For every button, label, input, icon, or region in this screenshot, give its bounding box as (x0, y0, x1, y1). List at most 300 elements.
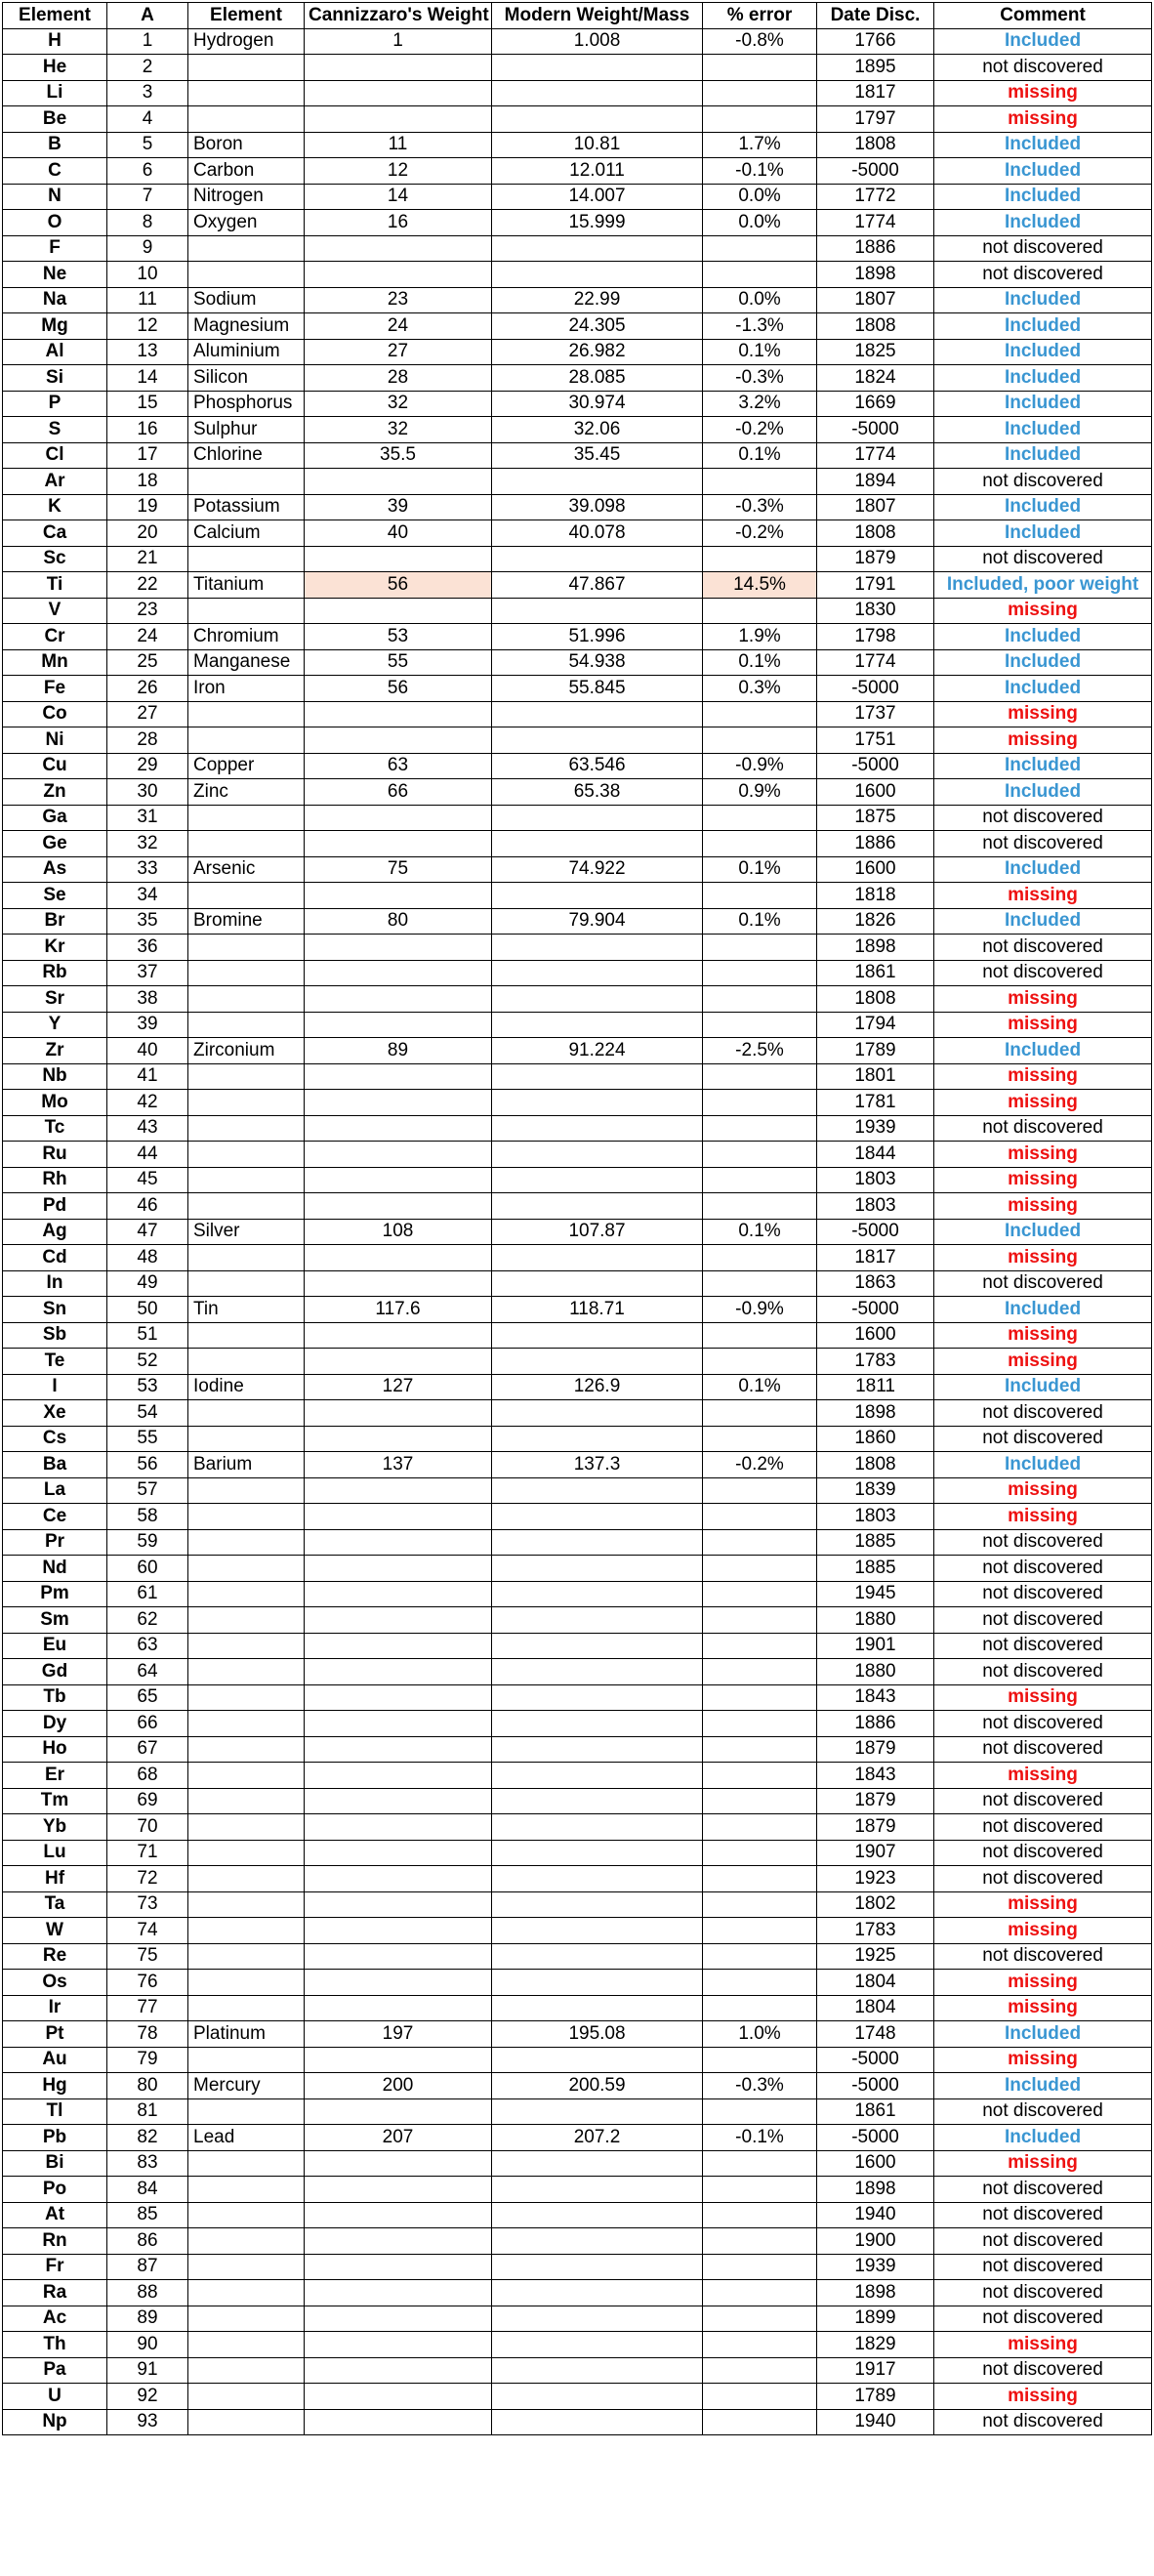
cell-cannizzaro-weight: 35.5 (305, 442, 492, 469)
cell-atomic-number: 40 (107, 1038, 188, 1064)
cell-cannizzaro-weight: 117.6 (305, 1297, 492, 1323)
cell-comment: not discovered (934, 2254, 1152, 2280)
table-row (3, 442, 1152, 469)
cell-element-name: Tin (188, 1297, 305, 1323)
cell-atomic-number: 11 (107, 287, 188, 313)
cell-comment: Included (934, 2021, 1152, 2048)
cell-date-discovered: 1900 (817, 2228, 934, 2255)
cell-date-discovered: -5000 (817, 2047, 934, 2073)
table-row (3, 676, 1152, 702)
cell-modern-weight (492, 1840, 703, 1866)
cell-date-discovered: 1898 (817, 1400, 934, 1427)
cell-element-name (188, 1684, 305, 1711)
cell-modern-weight (492, 2202, 703, 2228)
cell-element-name: Titanium (188, 572, 305, 599)
cell-symbol: Sm (3, 1607, 107, 1634)
cell-atomic-number: 29 (107, 753, 188, 779)
table-row (3, 1115, 1152, 1142)
cell-comment: not discovered (934, 1814, 1152, 1841)
table-row (3, 960, 1152, 986)
cell-symbol: Cl (3, 442, 107, 469)
cell-symbol: Sn (3, 1297, 107, 1323)
cell-percent-error (703, 1891, 817, 1918)
cell-date-discovered: 1774 (817, 649, 934, 676)
cell-element-name (188, 727, 305, 754)
cell-date-discovered: 1945 (817, 1581, 934, 1607)
cell-modern-weight (492, 1270, 703, 1297)
cell-symbol: Ba (3, 1452, 107, 1478)
cell-modern-weight (492, 1426, 703, 1452)
cell-comment: not discovered (934, 2280, 1152, 2306)
cell-atomic-number: 74 (107, 1918, 188, 1944)
cell-atomic-number: 1 (107, 28, 188, 55)
cell-element-name (188, 1012, 305, 1038)
cell-date-discovered: 1600 (817, 1322, 934, 1349)
cell-date-discovered: 1824 (817, 365, 934, 392)
cell-percent-error (703, 1193, 817, 1220)
cell-symbol: Sr (3, 986, 107, 1013)
cell-date-discovered: 1803 (817, 1167, 934, 1193)
cell-element-name: Chromium (188, 624, 305, 650)
cell-date-discovered: 1923 (817, 1866, 934, 1892)
cell-modern-weight (492, 2409, 703, 2435)
cell-symbol: Xe (3, 1400, 107, 1427)
cell-element-name (188, 2280, 305, 2306)
cell-element-name: Calcium (188, 520, 305, 547)
cell-cannizzaro-weight (305, 1866, 492, 1892)
cell-atomic-number: 41 (107, 1063, 188, 1090)
cell-percent-error (703, 960, 817, 986)
cell-comment: Included (934, 1297, 1152, 1323)
cell-cannizzaro-weight (305, 2254, 492, 2280)
cell-date-discovered: 1600 (817, 2150, 934, 2177)
cell-comment: not discovered (934, 2228, 1152, 2255)
cell-comment: not discovered (934, 1607, 1152, 1634)
cell-symbol: H (3, 28, 107, 55)
cell-atomic-number: 50 (107, 1297, 188, 1323)
cell-percent-error: -0.3% (703, 494, 817, 520)
cell-cannizzaro-weight (305, 1477, 492, 1504)
cell-comment: not discovered (934, 2098, 1152, 2125)
cell-comment: not discovered (934, 2177, 1152, 2203)
cell-symbol: Ar (3, 469, 107, 495)
cell-comment: not discovered (934, 1426, 1152, 1452)
cell-cannizzaro-weight (305, 1142, 492, 1168)
cell-atomic-number: 23 (107, 598, 188, 624)
cell-comment: not discovered (934, 2357, 1152, 2384)
cell-atomic-number: 34 (107, 883, 188, 909)
cell-modern-weight (492, 2177, 703, 2203)
cell-symbol: W (3, 1918, 107, 1944)
cell-percent-error (703, 106, 817, 133)
table-row (3, 494, 1152, 520)
cell-atomic-number: 78 (107, 2021, 188, 2048)
cell-percent-error: -0.8% (703, 28, 817, 55)
cell-element-name (188, 831, 305, 857)
cell-modern-weight: 40.078 (492, 520, 703, 547)
cell-date-discovered: 1894 (817, 469, 934, 495)
cell-modern-weight (492, 1633, 703, 1659)
cell-cannizzaro-weight: 127 (305, 1374, 492, 1400)
cell-comment: not discovered (934, 1711, 1152, 1737)
cell-cannizzaro-weight (305, 1633, 492, 1659)
cell-percent-error: -0.1% (703, 2125, 817, 2151)
cell-comment: missing (934, 80, 1152, 106)
cell-percent-error (703, 1270, 817, 1297)
cell-element-name (188, 106, 305, 133)
cell-cannizzaro-weight (305, 727, 492, 754)
cell-modern-weight (492, 2228, 703, 2255)
cell-modern-weight (492, 1814, 703, 1841)
cell-element-name (188, 935, 305, 961)
cell-date-discovered: 1817 (817, 1245, 934, 1271)
cell-cannizzaro-weight: 56 (305, 676, 492, 702)
cell-modern-weight (492, 80, 703, 106)
cell-symbol: Ru (3, 1142, 107, 1168)
cell-symbol: Cd (3, 1245, 107, 1271)
cell-symbol: Fr (3, 2254, 107, 2280)
cell-symbol: Y (3, 1012, 107, 1038)
cell-cannizzaro-weight (305, 2228, 492, 2255)
cell-cannizzaro-weight: 66 (305, 779, 492, 806)
cell-date-discovered: 1885 (817, 1529, 934, 1556)
cell-comment: missing (934, 1090, 1152, 1116)
cell-date-discovered: 1879 (817, 1814, 934, 1841)
table-row (3, 1995, 1152, 2021)
cell-comment: not discovered (934, 262, 1152, 288)
cell-atomic-number: 2 (107, 55, 188, 81)
cell-cannizzaro-weight: 207 (305, 2125, 492, 2151)
cell-date-discovered: 1880 (817, 1607, 934, 1634)
cell-date-discovered: 1600 (817, 779, 934, 806)
cell-percent-error: 14.5% (703, 572, 817, 599)
cell-percent-error (703, 1400, 817, 1427)
cell-cannizzaro-weight (305, 598, 492, 624)
cell-percent-error: 0.3% (703, 676, 817, 702)
cell-date-discovered: 1825 (817, 339, 934, 365)
cell-element-name (188, 1167, 305, 1193)
cell-atomic-number: 71 (107, 1840, 188, 1866)
cell-cannizzaro-weight: 23 (305, 287, 492, 313)
cell-cannizzaro-weight (305, 1659, 492, 1685)
cell-element-name: Hydrogen (188, 28, 305, 55)
cell-symbol: Al (3, 339, 107, 365)
cell-atomic-number: 51 (107, 1322, 188, 1349)
cell-modern-weight (492, 1943, 703, 1970)
table-row (3, 2409, 1152, 2435)
cell-comment: missing (934, 2332, 1152, 2358)
cell-modern-weight (492, 1581, 703, 1607)
cell-atomic-number: 67 (107, 1736, 188, 1763)
cell-element-name: Silver (188, 1219, 305, 1245)
cell-symbol: Ge (3, 831, 107, 857)
cell-percent-error (703, 469, 817, 495)
cell-element-name (188, 701, 305, 727)
cell-element-name (188, 2306, 305, 2332)
cell-modern-weight (492, 235, 703, 262)
cell-element-name (188, 80, 305, 106)
cell-comment: missing (934, 727, 1152, 754)
cell-date-discovered: 1886 (817, 235, 934, 262)
cell-cannizzaro-weight: 80 (305, 908, 492, 935)
cell-cannizzaro-weight (305, 2384, 492, 2410)
cell-modern-weight (492, 727, 703, 754)
cell-date-discovered: 1898 (817, 2280, 934, 2306)
cell-symbol: Ne (3, 262, 107, 288)
cell-modern-weight (492, 2306, 703, 2332)
cell-modern-weight (492, 1736, 703, 1763)
cell-percent-error (703, 2150, 817, 2177)
cell-cannizzaro-weight: 75 (305, 856, 492, 883)
table-row (3, 1142, 1152, 1168)
cell-date-discovered: 1839 (817, 1477, 934, 1504)
cell-cannizzaro-weight (305, 80, 492, 106)
cell-modern-weight (492, 1711, 703, 1737)
cell-percent-error (703, 883, 817, 909)
table-row (3, 2202, 1152, 2228)
cell-date-discovered: 1830 (817, 598, 934, 624)
cell-cannizzaro-weight (305, 1167, 492, 1193)
cell-date-discovered: 1879 (817, 1788, 934, 1814)
cell-comment: Included (934, 908, 1152, 935)
cell-symbol: Au (3, 2047, 107, 2073)
cell-date-discovered: 1791 (817, 572, 934, 599)
cell-cannizzaro-weight: 89 (305, 1038, 492, 1064)
cell-modern-weight (492, 1400, 703, 1427)
cell-cannizzaro-weight (305, 831, 492, 857)
cell-symbol: Pm (3, 1581, 107, 1607)
cell-date-discovered: 1817 (817, 80, 934, 106)
cell-date-discovered: 1939 (817, 1115, 934, 1142)
cell-symbol: P (3, 391, 107, 417)
cell-atomic-number: 60 (107, 1556, 188, 1582)
cell-cannizzaro-weight (305, 2177, 492, 2203)
cell-modern-weight (492, 2098, 703, 2125)
cell-comment: missing (934, 1322, 1152, 1349)
cell-atomic-number: 88 (107, 2280, 188, 2306)
cell-percent-error: 0.1% (703, 908, 817, 935)
cell-percent-error: -0.2% (703, 417, 817, 443)
cell-atomic-number: 14 (107, 365, 188, 392)
cell-modern-weight: 15.999 (492, 210, 703, 236)
cell-cannizzaro-weight (305, 1943, 492, 1970)
cell-modern-weight: 74.922 (492, 856, 703, 883)
cell-modern-weight: 24.305 (492, 313, 703, 340)
cell-cannizzaro-weight (305, 1840, 492, 1866)
cell-percent-error: 0.1% (703, 339, 817, 365)
cell-percent-error: 0.1% (703, 442, 817, 469)
cell-element-name (188, 1477, 305, 1504)
cell-atomic-number: 81 (107, 2098, 188, 2125)
cell-date-discovered: -5000 (817, 2073, 934, 2099)
cell-cannizzaro-weight (305, 1270, 492, 1297)
cell-date-discovered: 1860 (817, 1426, 934, 1452)
cell-cannizzaro-weight: 14 (305, 184, 492, 210)
table-row (3, 1556, 1152, 1582)
cell-modern-weight (492, 55, 703, 81)
cell-atomic-number: 93 (107, 2409, 188, 2435)
cell-element-name (188, 1090, 305, 1116)
cell-symbol: Lu (3, 1840, 107, 1866)
cell-percent-error (703, 2228, 817, 2255)
cell-comment: not discovered (934, 1115, 1152, 1142)
cell-percent-error: 1.0% (703, 2021, 817, 2048)
cell-comment: Included (934, 158, 1152, 185)
cell-atomic-number: 65 (107, 1684, 188, 1711)
cell-modern-weight: 126.9 (492, 1374, 703, 1400)
cell-atomic-number: 9 (107, 235, 188, 262)
cell-date-discovered: 1940 (817, 2202, 934, 2228)
table-row (3, 1245, 1152, 1271)
cell-atomic-number: 69 (107, 1788, 188, 1814)
table-row (3, 2280, 1152, 2306)
cell-symbol: Co (3, 701, 107, 727)
cell-element-name (188, 1918, 305, 1944)
cell-atomic-number: 45 (107, 1167, 188, 1193)
cell-atomic-number: 63 (107, 1633, 188, 1659)
table-row (3, 2150, 1152, 2177)
cell-atomic-number: 28 (107, 727, 188, 754)
cell-atomic-number: 25 (107, 649, 188, 676)
cell-element-name (188, 1995, 305, 2021)
cell-element-name (188, 2228, 305, 2255)
table-row (3, 649, 1152, 676)
cell-element-name (188, 1245, 305, 1271)
cell-cannizzaro-weight: 39 (305, 494, 492, 520)
cell-date-discovered: 1879 (817, 1736, 934, 1763)
cell-percent-error (703, 1840, 817, 1866)
table-row (3, 1866, 1152, 1892)
cell-modern-weight: 195.08 (492, 2021, 703, 2048)
table-row (3, 1322, 1152, 1349)
cell-modern-weight: 91.224 (492, 1038, 703, 1064)
cell-atomic-number: 30 (107, 779, 188, 806)
cell-modern-weight: 22.99 (492, 287, 703, 313)
cell-comment: not discovered (934, 1866, 1152, 1892)
cell-element-name (188, 1142, 305, 1168)
cell-cannizzaro-weight (305, 2332, 492, 2358)
cell-comment: Included (934, 313, 1152, 340)
table-row (3, 1297, 1152, 1323)
cell-comment: not discovered (934, 1840, 1152, 1866)
cell-comment: Included (934, 1374, 1152, 1400)
cell-percent-error (703, 986, 817, 1013)
cell-date-discovered: 1803 (817, 1504, 934, 1530)
cell-symbol: Ga (3, 805, 107, 831)
cell-comment: not discovered (934, 55, 1152, 81)
cell-cannizzaro-weight (305, 1995, 492, 2021)
cell-date-discovered: 1875 (817, 805, 934, 831)
cell-atomic-number: 10 (107, 262, 188, 288)
cell-percent-error (703, 935, 817, 961)
cell-cannizzaro-weight (305, 2306, 492, 2332)
table-row (3, 624, 1152, 650)
cell-percent-error: 0.1% (703, 1219, 817, 1245)
cell-element-name: Magnesium (188, 313, 305, 340)
cell-date-discovered: 1781 (817, 1090, 934, 1116)
table-row (3, 1711, 1152, 1737)
cell-element-name (188, 986, 305, 1013)
cell-comment: missing (934, 2150, 1152, 2177)
table-row (3, 1038, 1152, 1064)
cell-modern-weight (492, 2280, 703, 2306)
cell-element-name: Zirconium (188, 1038, 305, 1064)
cell-date-discovered: 1844 (817, 1142, 934, 1168)
cell-atomic-number: 43 (107, 1115, 188, 1142)
cell-date-discovered: 1803 (817, 1193, 934, 1220)
cell-symbol: Bi (3, 2150, 107, 2177)
cell-modern-weight (492, 1607, 703, 1634)
cell-element-name: Boron (188, 132, 305, 158)
cell-element-name: Manganese (188, 649, 305, 676)
cell-modern-weight: 47.867 (492, 572, 703, 599)
table-row (3, 2306, 1152, 2332)
cell-date-discovered: 1861 (817, 960, 934, 986)
cell-date-discovered: 1811 (817, 1374, 934, 1400)
cell-symbol: Ta (3, 1891, 107, 1918)
cell-date-discovered: 1807 (817, 287, 934, 313)
cell-element-name (188, 805, 305, 831)
table-row (3, 1193, 1152, 1220)
cell-modern-weight (492, 469, 703, 495)
cell-atomic-number: 49 (107, 1270, 188, 1297)
cell-comment: Included (934, 184, 1152, 210)
cell-cannizzaro-weight: 197 (305, 2021, 492, 2048)
table-row (3, 2177, 1152, 2203)
cell-element-name: Copper (188, 753, 305, 779)
cell-symbol: K (3, 494, 107, 520)
cell-element-name (188, 1193, 305, 1220)
table-row (3, 158, 1152, 185)
table-row (3, 417, 1152, 443)
cell-comment: not discovered (934, 1270, 1152, 1297)
cell-atomic-number: 46 (107, 1193, 188, 1220)
table-row (3, 1581, 1152, 1607)
cell-symbol: Rb (3, 960, 107, 986)
cell-comment: Included (934, 753, 1152, 779)
table-row (3, 805, 1152, 831)
cell-comment: Included (934, 339, 1152, 365)
cell-comment: Included (934, 1219, 1152, 1245)
cell-percent-error (703, 831, 817, 857)
cell-comment: Included, poor weight (934, 572, 1152, 599)
table-row (3, 908, 1152, 935)
cell-cannizzaro-weight: 28 (305, 365, 492, 392)
table-row (3, 1736, 1152, 1763)
table-row (3, 339, 1152, 365)
cell-element-name: Potassium (188, 494, 305, 520)
cell-atomic-number: 82 (107, 2125, 188, 2151)
cell-comment: missing (934, 986, 1152, 1013)
table-row (3, 365, 1152, 392)
cell-modern-weight: 55.845 (492, 676, 703, 702)
cell-symbol: S (3, 417, 107, 443)
cell-cannizzaro-weight (305, 1193, 492, 1220)
cell-cannizzaro-weight (305, 935, 492, 961)
cell-modern-weight (492, 1012, 703, 1038)
cell-atomic-number: 4 (107, 106, 188, 133)
cell-atomic-number: 79 (107, 2047, 188, 2073)
cell-cannizzaro-weight (305, 1556, 492, 1582)
cell-percent-error (703, 1012, 817, 1038)
cell-symbol: Gd (3, 1659, 107, 1685)
cell-percent-error (703, 546, 817, 572)
cell-cannizzaro-weight (305, 2409, 492, 2435)
cell-comment: Included (934, 391, 1152, 417)
cell-symbol: Dy (3, 1711, 107, 1737)
cell-symbol: Ni (3, 727, 107, 754)
cell-percent-error: -0.1% (703, 158, 817, 185)
